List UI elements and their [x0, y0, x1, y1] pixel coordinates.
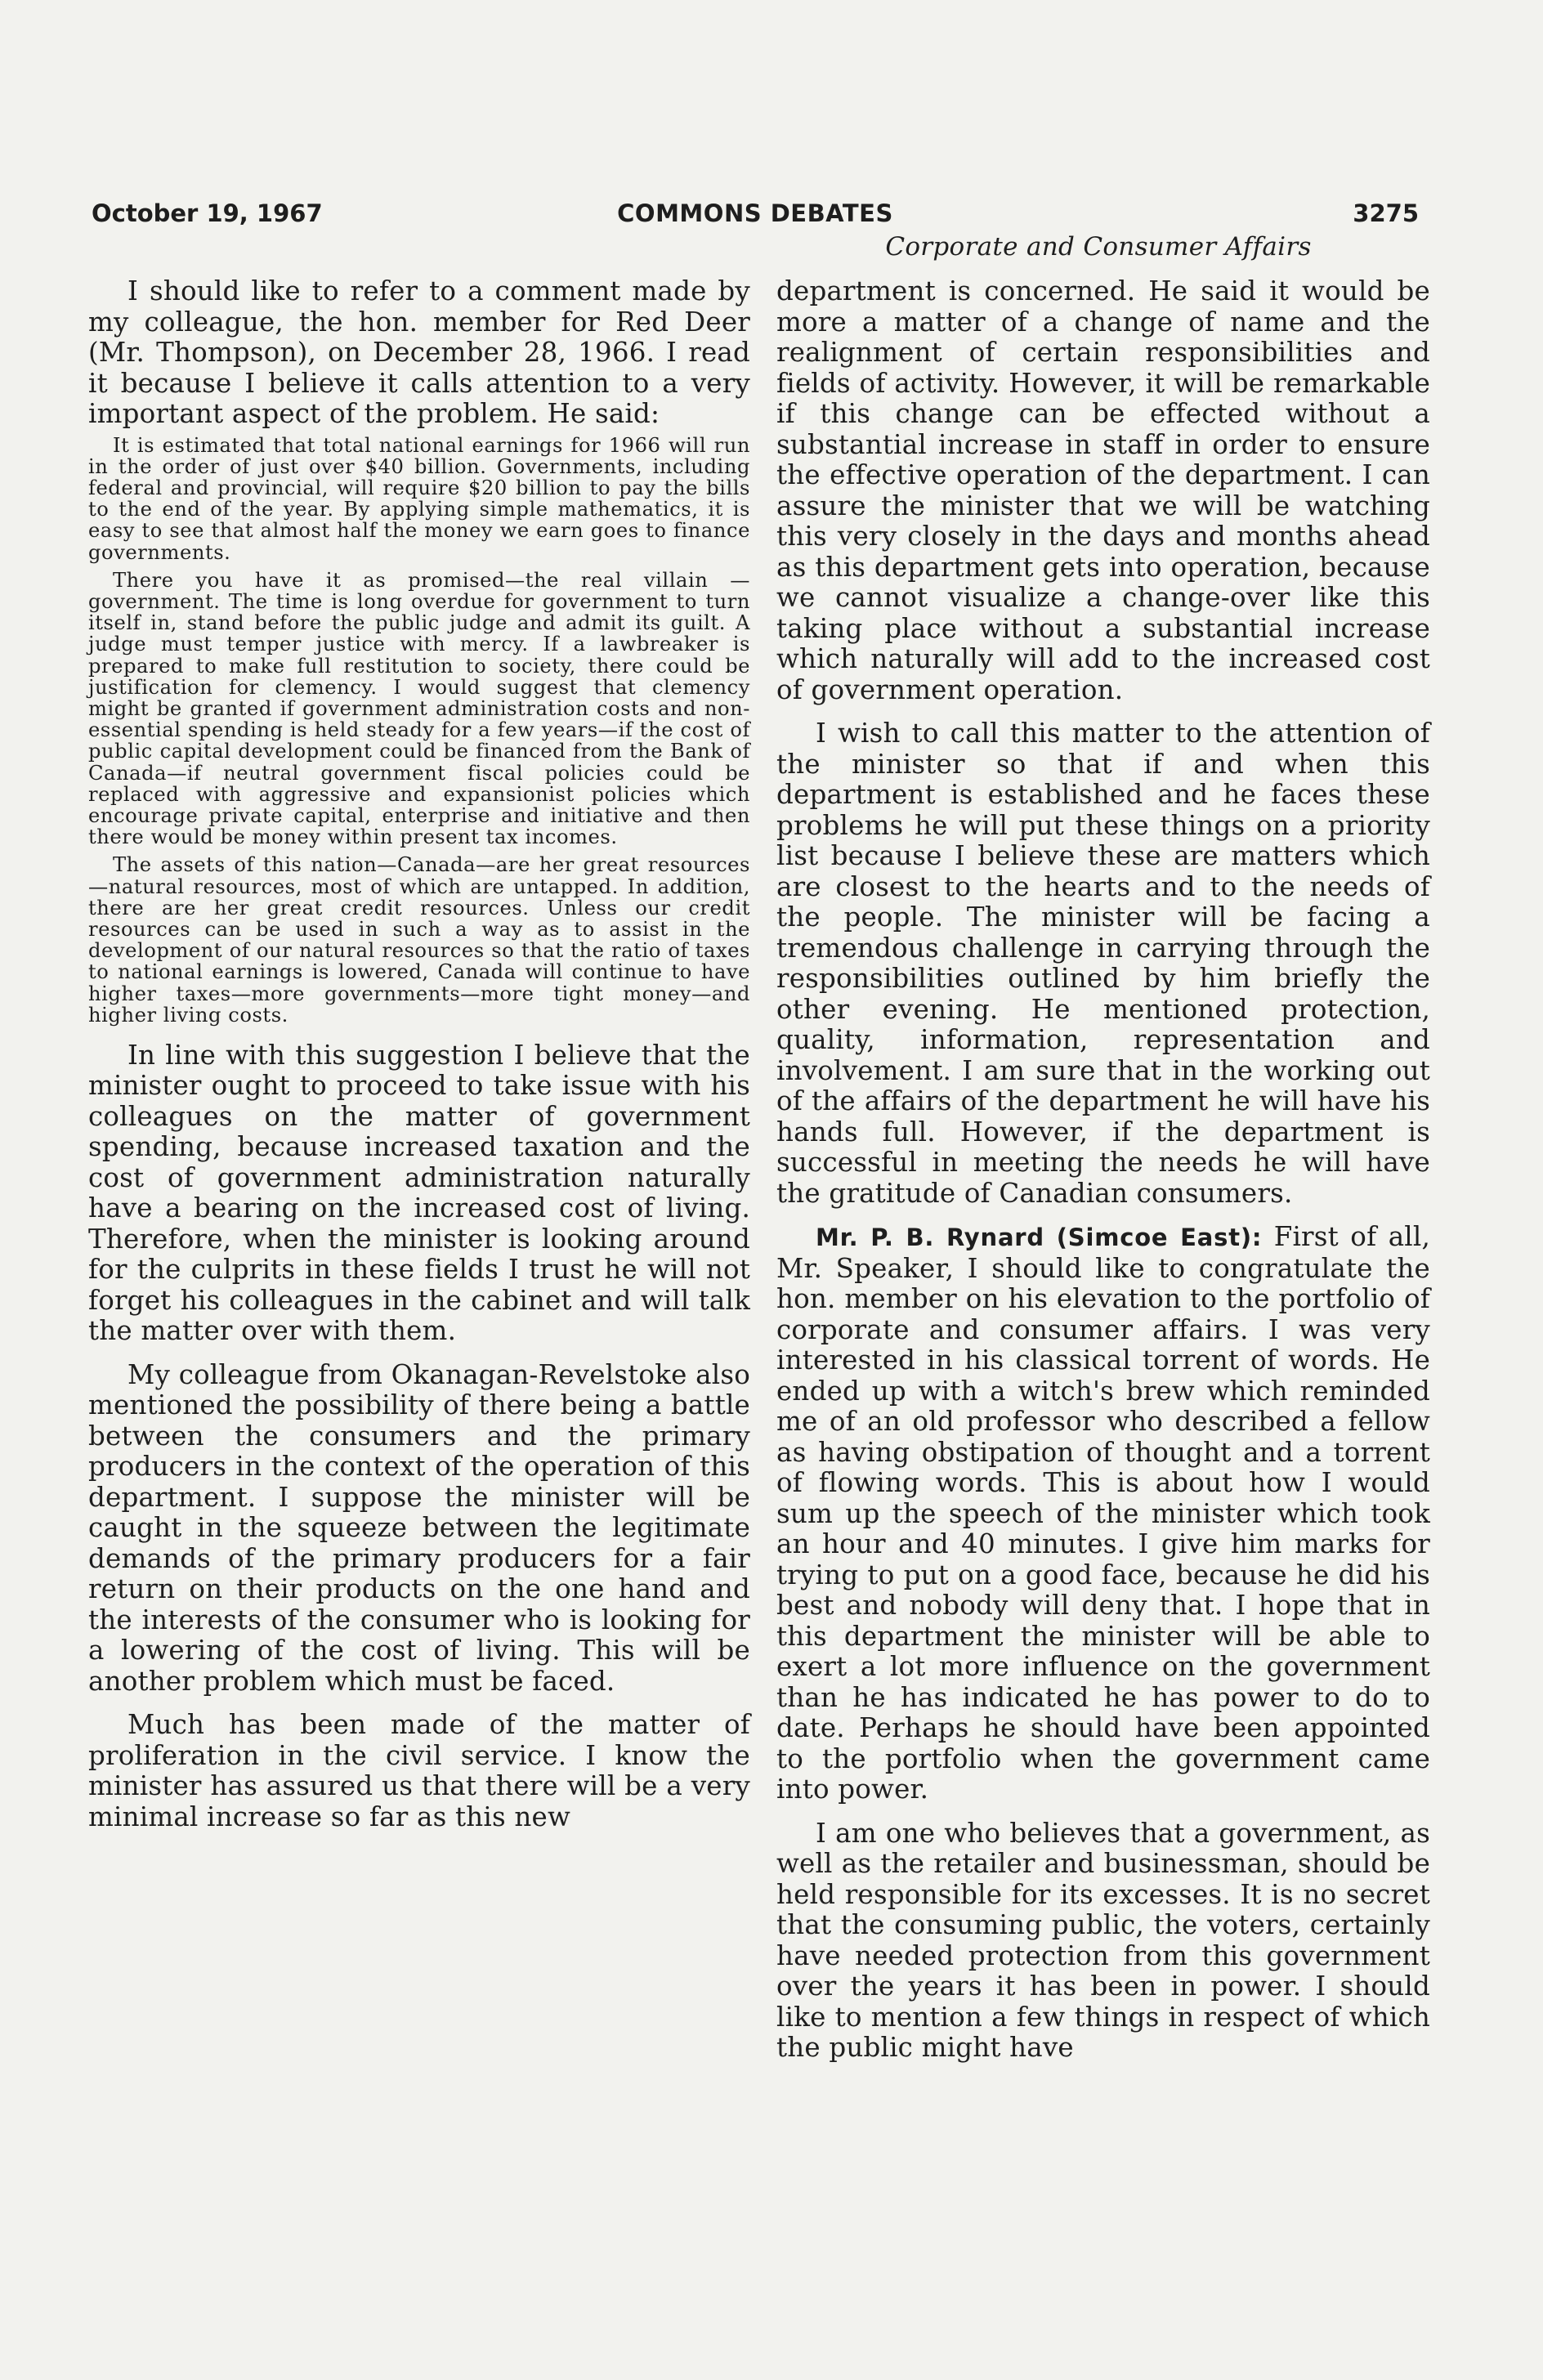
- page-number: 3275: [1353, 199, 1419, 227]
- paragraph: I should like to refer to a comment made by my colleague, the hon. member for Red Deer (Mr. Thompson), on December 28, 1966. I read it because I believe it calls attention to a very important aspect of the problem. He said:: [88, 275, 750, 429]
- speech-text: First of all, Mr. Speaker, I should like to congratulate the hon. member on his elevation to the portfolio of corporate and consumer affairs. I was very interested in his classical torrent of words. He ended up with a witch's brew which reminded me of an old professor who described a fellow as having obstipation of thought and a torrent of flowing words. This is about how I would sum up the speech of the minister which took an hour and 40 minutes. I give him marks for trying to put on a good face, because he did his best and nobody will deny that. I hope that in this department the minister will be able to exert a lot more influence on the government than he has indicated he has power to do to date. Perhaps he should have been appointed to the portfolio when the government came into power.: [776, 1221, 1430, 1805]
- header-date: October 19, 1967: [92, 199, 323, 227]
- paragraph: department is concerned. He said it would be more a matter of a change of name and the realignment of certain responsibilities and fields of activity. However, it will be remarkable if this change can be effected without a substantial increase in staff in order to ensure the effective operation of the department. I can assure the minister that we will be watching this very closely in the days and months ahead as this department gets into operation, because we cannot visualize a change-over like this taking place without a substantial increase which naturally will add to the increased cost of government operation.: [776, 275, 1430, 705]
- paragraph: I am one who believes that a government, as well as the retailer and businessman, should be held responsible for its excesses. It is no secret that the consuming public, the voters, certainly have needed protection from this government over the years it has been in power. I should like to mention a few things in respect of which the public might have: [776, 1817, 1430, 2063]
- quote-paragraph: The assets of this nation—Canada—are her great resources—natural resources, most of which are untapped. In addition, there are her great credit resources. Unless our credit resources can be used in such a way as to assist in the development of our natural resources so that the ratio of taxes to national earnings is lowered, Canada will continue to have higher taxes—more governments—more tight money—and higher living costs.: [88, 853, 750, 1027]
- speaker-name: Mr. P. B. Rynard (Simcoe East):: [816, 1224, 1263, 1251]
- speaker-paragraph: [776, 1222, 1430, 1805]
- paragraph: I wish to call this matter to the attention of the minister so that if and when this department is established and he faces these problems he will put these things on a priority list because I believe these are matters which are closest to the hearts and to the needs of the people. The minister will be facing a tremendous challenge in carrying through the responsibilities outlined by him briefly the other evening. He mentioned protection, quality, information, representation and involvement. I am sure that in the working out of the affairs of the department he will have his hands full. However, if the department is successful in meeting the needs he will have the gratitude of Canadian consumers.: [776, 718, 1430, 1209]
- quote-paragraph: There you have it as promised—the real villain —government. The time is long overdue for government to turn itself in, stand before the public judge and admit its guilt. A judge must temper justice with mercy. If a lawbreaker is prepared to make full restitution to society, there could be justification for clemency. I would suggest that clemency might be granted if government administration costs and non-essential spending is held steady for a few years—if the cost of public capital development could be financed from the Bank of Canada—if neutral government fiscal policies could be replaced with aggressive and expansionist policies which encourage private capital, enterprise and initiative and then there would be money within present tax incomes.: [88, 568, 750, 849]
- block-quote: [88, 435, 750, 1026]
- paragraph: My colleague from Okanagan-Revelstoke also mentioned the possibility of there being a battle between the consumers and the primary producers in the context of the operation of this department. I suppose the minister will be caught in the squeeze between the legitimate demands of the primary producers for a fair return on their products on the one hand and the interests of the consumer who is looking for a lowering of the cost of living. This will be another problem which must be faced.: [88, 1358, 750, 1697]
- left-column: [88, 276, 750, 1832]
- quote-paragraph: It is estimated that total national earnings for 1966 will run in the order of just over $40 billion. Governments, including federal and provincial, will require $20 billion to pay the bills to the end of the year. By applying simple mathematics, it is easy to see that almost half the money we earn goes to finance governments.: [88, 433, 750, 564]
- header-title: COMMONS DEBATES: [617, 199, 893, 227]
- right-column: [776, 232, 1430, 2064]
- paragraph: Much has been made of the matter of proliferation in the civil service. I know the minister has assured us that there will be a very minimal increase so far as this new: [88, 1709, 750, 1832]
- paragraph: In line with this suggestion I believe that the minister ought to proceed to take issue with his colleagues on the matter of government spending, because increased taxation and the cost of government administration naturally have a bearing on the increased cost of living. Therefore, when the minister is looking around for the culprits in these fields I trust he will not forget his colleagues in the cabinet and will talk the matter over with them.: [88, 1039, 750, 1347]
- section-subheading: Corporate and Consumer Affairs: [885, 232, 1312, 262]
